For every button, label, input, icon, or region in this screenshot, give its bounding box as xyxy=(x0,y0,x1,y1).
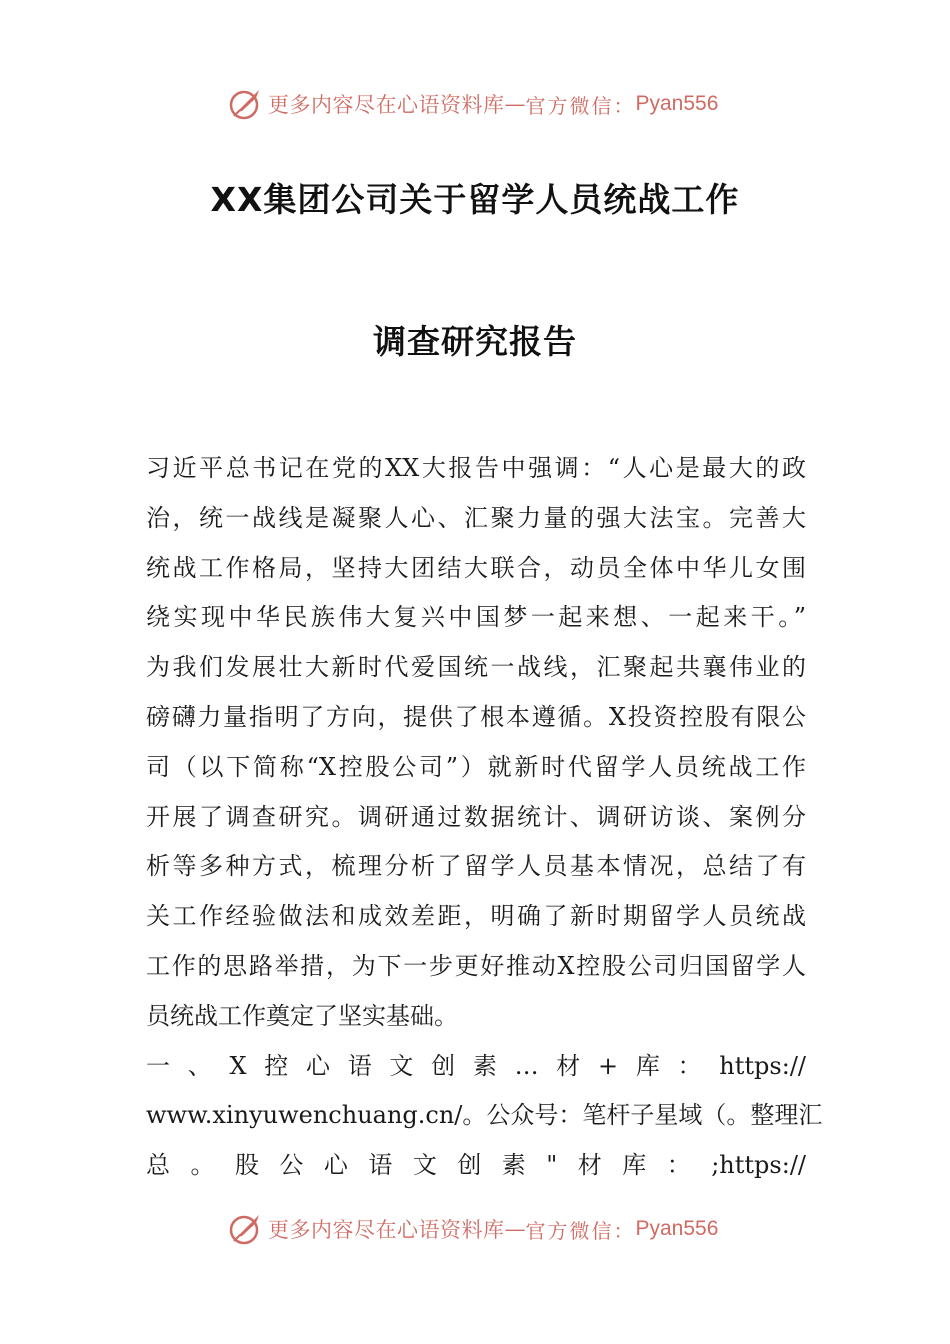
body-line: 为我们发展壮大新时代爱国统一战线，汇聚起共襄伟业的 xyxy=(146,653,806,682)
banner-subtitle: 官方微信： xyxy=(525,1218,636,1243)
body-line: 一、X控心语文创素…材+库：https:// xyxy=(146,1051,806,1080)
document-title-line-1: XX集团公司关于留学人员统战工作 xyxy=(210,180,740,219)
banner-text: 更多内容尽在心语资料库 xyxy=(268,1218,505,1242)
header-banner xyxy=(228,84,718,124)
body-line: 习近平总书记在党的XX大报告中强调：“人心是最大的政 xyxy=(146,454,806,482)
body-line: 员统战工作奠定了坚实基础。 xyxy=(146,1001,458,1030)
banner-separator: — xyxy=(504,1217,526,1241)
footer-banner xyxy=(228,1209,718,1249)
banner-text: 更多内容尽在心语资料库 xyxy=(268,93,505,117)
body-line: 开展了调查研究。调研通过数据统计、调研访谈、案例分 xyxy=(146,802,806,831)
quill-logo-icon xyxy=(228,1211,264,1247)
body-line: 司（以下简称“X控股公司”）就新时代留学人员统战工作 xyxy=(146,752,806,781)
body-line: 治，统一战线是凝聚人心、汇聚力量的强大法宝。完善大 xyxy=(146,503,806,532)
body-line: www.xinyuwenchuang.cn/。公众号：笔杆子星域（。整理汇 xyxy=(146,1101,823,1130)
banner-wechat-id: Pyan556 xyxy=(635,92,719,115)
body-line: 磅礴力量指明了方向，提供了根本遵循。X投资控股有限公 xyxy=(146,702,806,731)
banner-wechat-id: Pyan556 xyxy=(635,1217,719,1240)
body-line: 关工作经验做法和成效差距，明确了新时期留学人员统战 xyxy=(146,902,806,931)
body-line: 统战工作格局，坚持大团结大联合，动员全体中华儿女围 xyxy=(146,553,806,582)
document-title-line-2: 调查研究报告 xyxy=(373,322,577,361)
body-line: 总。股公心语文创素"材库：;https:// xyxy=(146,1151,806,1180)
body-line: 绕实现中华民族伟大复兴中国梦一起来想、一起来干。” xyxy=(146,603,806,632)
quill-logo-icon xyxy=(228,86,264,122)
banner-subtitle: 官方微信： xyxy=(525,93,636,118)
banner-separator: — xyxy=(504,92,526,116)
body-line: 析等多种方式，梳理分析了留学人员基本情况，总结了有 xyxy=(146,852,806,881)
body-paragraphs xyxy=(146,444,823,1191)
body-line: 工作的思路举措，为下一步更好推动X控股公司归国留学人 xyxy=(146,951,806,980)
